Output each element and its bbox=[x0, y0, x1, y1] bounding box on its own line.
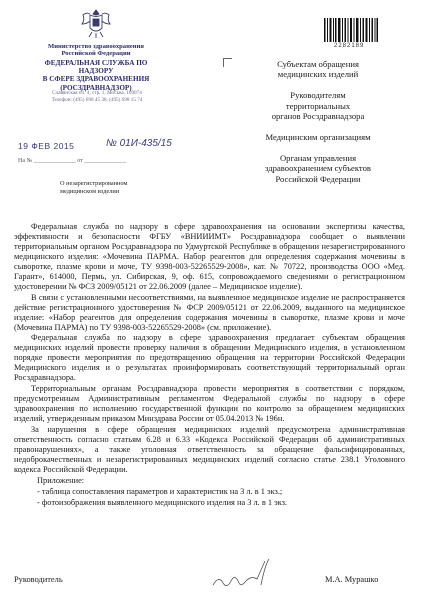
body-paragraph: Федеральная служба по надзору в сфере здравоохранения на основании экспертизы качества, эффективности и безопасности ФГБУ «ВНИИИМТ» Росздравнадзора сообщает о выявлении территориальным органом Росздравнадзора по Удмуртской Республике в обращении незарегистрированного медицинского изделия: «Мочевина ПАРМА. Набор реагентов для определения содержания мочевины в сыворотке, плазме крови и моче, ТУ 9398-003-52265529-2008», кат. № 70722, производства ООО «Мед. Гарант», 614000, Пермь, ул. Сибирская, 9, оф. 615, сопровождаемого сведениями о регистрационном удостоверении № ФСЗ 2009/05121 от 22.06.2009 (далее – Медицинское изделие). bbox=[14, 222, 405, 291]
signature-icon bbox=[205, 555, 295, 595]
attachment-title: Приложение: bbox=[37, 475, 85, 485]
body-paragraph: Федеральная служба по надзору в сфере здравоохранения предлагает субъектам обращения медицинских изделий провести проверку наличия в обращении Медицинского изделия, в установленном порядке провести мероприятия по предотвращению обращения на территории Российской Федерации Медицинского изделия и о результатах проинформировать соответствующий территориальный орган Росздравнадзора. bbox=[14, 333, 405, 383]
addressee-item: Органам управления здравоохранением субъектов Российской Федерации bbox=[265, 153, 371, 184]
service-name: ФЕДЕРАЛЬНАЯ СЛУЖБА ПО НАДЗОРУ В СФЕРЕ ЗДРАВООХРАНЕНИЯ (РОСЗДРАВНАДЗОР) bbox=[42, 59, 150, 92]
document-date: 19 ФЕВ 2015 bbox=[18, 141, 75, 151]
addressee-list bbox=[258, 59, 378, 195]
signatory-role: Руководитель bbox=[14, 575, 63, 584]
attachment-item: - фотоизображения выявленного медицинского изделия на 3 л. в 1 экз. bbox=[37, 497, 288, 507]
addressee-item: Руководителям территориальных органов Росздравнадзора bbox=[271, 90, 365, 121]
addressee-item: Субъектам обращения медицинских изделий bbox=[277, 59, 359, 80]
outgoing-date-number bbox=[18, 138, 178, 155]
reference-line: На № ______________ от ______________ bbox=[18, 158, 127, 164]
body-paragraph: За нарушения в сфере обращения медицинских изделий предусмотрена административная ответственность согласно статьям 6.28 и 6.33 «Кодекса Российской Федерации об административных правонарушениях», а также уголовная ответственность за обращение фальсифицированных, недоброкачественных и незарегистрированных медицинских изделий согласно статье 238.1 Уголовного кодекса Российской Федерации. bbox=[14, 425, 405, 474]
letter-body bbox=[14, 222, 405, 509]
signatory-name: М.А. Мурашко bbox=[325, 575, 379, 584]
coat-of-arms-icon bbox=[78, 6, 114, 40]
document-number: № 01И-435/15 bbox=[106, 138, 172, 149]
body-paragraph: Территориальным органам Росздравнадзора провести мероприятия в соответствии с порядком, предусмотренным Административным регламентом Федеральной службы по надзору в сфере здравоохранения по исполнению государственной функции по контролю за обращением медицинских изделий, утвержденным приказом Минздрава России от 05.04.2013 № 196н. bbox=[14, 384, 405, 424]
attachment-item: - таблица сопоставления параметров и характеристик на 3 л. в 1 экз.; bbox=[37, 486, 283, 496]
barcode-icon bbox=[324, 18, 378, 42]
barcode-number: 2282189 bbox=[334, 43, 365, 49]
sender-address: Славянская пл. 4, стр. 1, Москва, 109074 Телефон: (495) 698 45 38, (495) 698 15 74 bbox=[51, 90, 143, 103]
body-paragraph: В связи с установленными несоответствиями, на выявленное медицинское изделие не распространяется действие регистрационного удостоверения № ФСР 2009/05121 от 22.06.2009, выданного на медицинское изделие: «Набор реагентов для определения содержания мочевины в сыворотке, плазме крови и моче (Мочевина ПАРМА) по ТУ 9398-003-52265529-2008» (см. приложение). bbox=[14, 292, 405, 332]
letter-subject: О незарегистрированном медицинском изделии bbox=[60, 180, 128, 195]
address-corner-mark bbox=[223, 58, 232, 67]
addressee-item: Медицинским организациям bbox=[265, 132, 371, 143]
ministry-name: Министерство здравоохранения Российской Федерации bbox=[48, 43, 144, 58]
